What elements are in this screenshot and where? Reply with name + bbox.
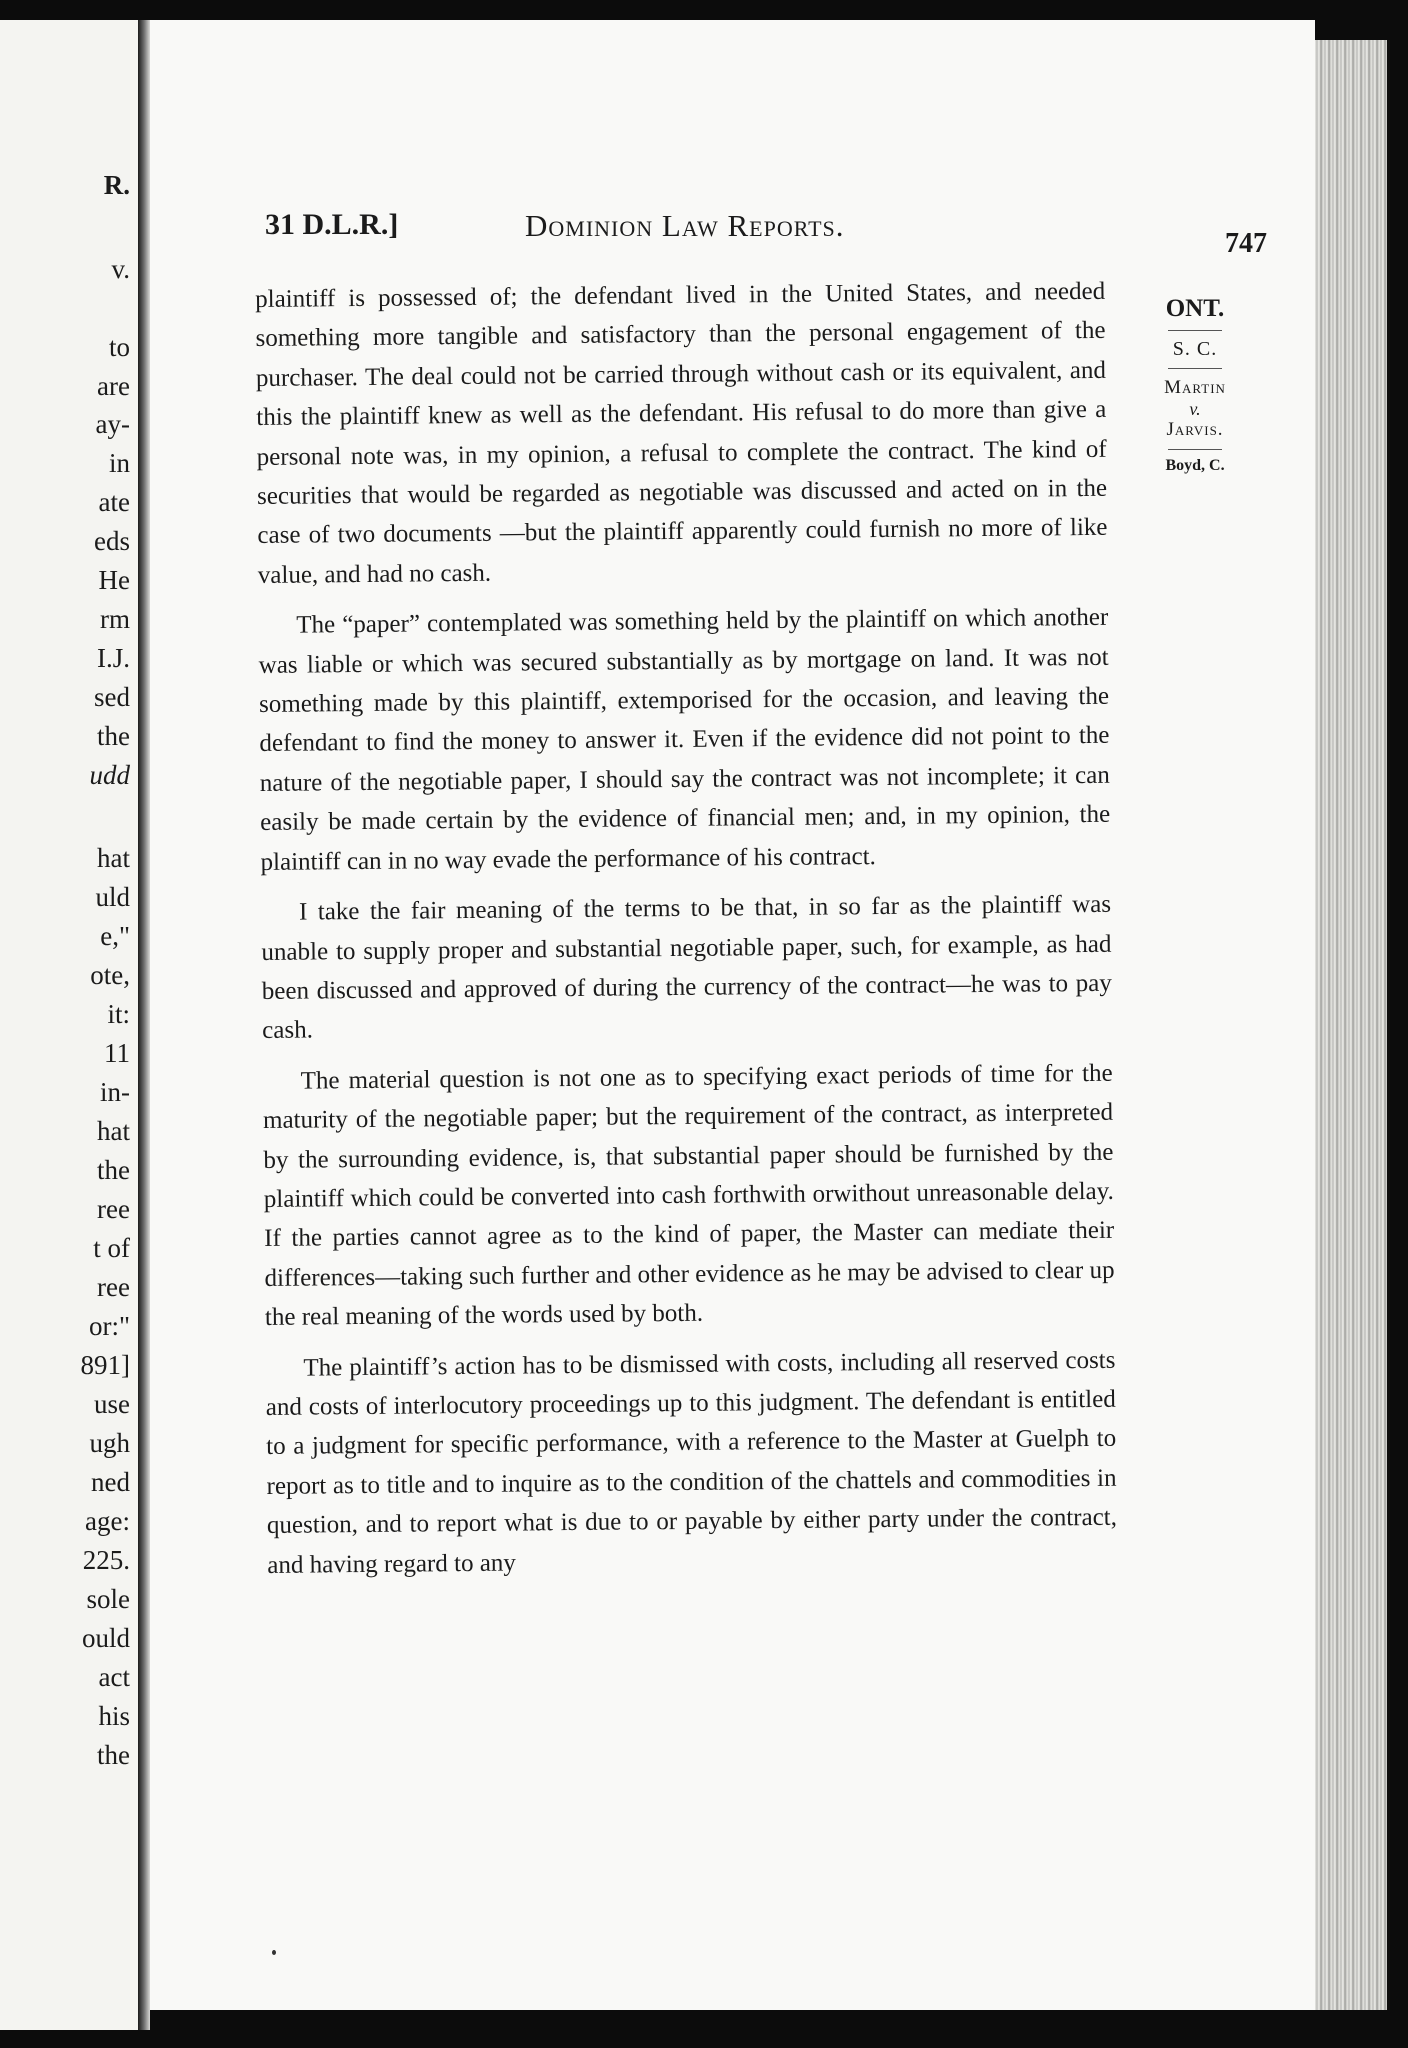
reporter-title: Dominion Law Reports.	[525, 208, 845, 243]
facing-page-line-fragment: ay-	[95, 409, 130, 439]
margin-rule	[1168, 449, 1222, 450]
margin-note	[1140, 295, 1250, 475]
facing-page-line-fragment: 11	[104, 1038, 130, 1068]
facing-page-line-fragment: eds	[94, 526, 130, 556]
facing-page-line-fragment: ree	[97, 1272, 130, 1302]
paragraph: I take the fair meaning of the terms to be that, in so far as the plaintiff was unable to supply proper and substantial negotiable paper, such, for example, as had been discussed and approved of during the currency of the contract—he was to pay cash.	[261, 890, 1112, 1045]
facing-page-line-fragment: ate	[98, 487, 130, 517]
paragraph: plaintiff is possessed of; the defendant lived in the United States, and needed something more tangible and satisfactory than the personal engagement of the purchaser. The deal could not be carried through without cash or its equivalent, and this the plaintiff knew as well as the defendant. His refusal to do more than give a personal note was, in my opinion, a refusal to complete the contract. The kind of securities that would be regarded as negotiable was discussed and acted on in the case of two documents —but the plaintiff apparently could furnish no more of like value, and had no cash.	[255, 277, 1108, 589]
facing-page-line-fragment: hat	[97, 1116, 130, 1146]
facing-page-line-fragment: use	[94, 1389, 130, 1419]
facing-page-line-fragment: 225.	[82, 1545, 130, 1575]
facing-page-line-fragment: ugh	[89, 1428, 130, 1458]
facing-page-line-fragment: his	[98, 1701, 130, 1731]
facing-page-line-fragment: in	[108, 448, 130, 478]
paragraph: The plaintiff’s action has to be dismissed with costs, including all reserved costs and costs of interlocutory proceedings up to this judgment. The defendant is entitled to a judgment for specific performance, with a reference to the Master at Guelph to report as to title and to inquire as to the condition of the chattels and commodities in question, and to report what is due to or payable by either party under the contract, and having regard to any	[265, 1346, 1118, 1579]
facing-page-fragment	[0, 20, 141, 2030]
facing-page-line-fragment: in-	[100, 1077, 130, 1107]
facing-page-line-fragment: sed	[94, 682, 130, 712]
facing-page-line-fragment: it:	[107, 999, 130, 1029]
defendant-name: Jarvis.	[1166, 419, 1224, 440]
margin-rule	[1168, 330, 1222, 331]
facing-page-line-fragment: act	[98, 1662, 130, 1692]
margin-rule	[1168, 368, 1222, 369]
facing-page-line-fragment: ould	[81, 1623, 130, 1653]
facing-page-line-fragment: the	[97, 721, 130, 751]
facing-page-line-fragment: age:	[85, 1506, 130, 1536]
book-gutter	[138, 20, 150, 2030]
versus-label: v.	[1189, 399, 1201, 419]
plaintiff-name: Martin	[1164, 377, 1226, 398]
facing-page-line-fragment: are	[97, 371, 130, 401]
facing-page-line-fragment: uld	[95, 882, 130, 912]
volume-reference: 31 D.L.R.]	[265, 208, 399, 241]
page-number: 747	[1225, 228, 1267, 259]
page-edges	[1315, 40, 1387, 2010]
running-header	[265, 200, 1275, 260]
facing-page-line-fragment: rm	[100, 604, 130, 634]
court-label: S. C.	[1172, 338, 1218, 360]
ink-speck	[272, 1950, 276, 1955]
facing-page-line-fragment: 891]	[80, 1350, 130, 1380]
facing-page-line-fragment: e,"	[100, 921, 130, 951]
facing-page-line-fragment: udd	[89, 760, 130, 790]
facing-page-line-fragment: sole	[86, 1584, 130, 1614]
facing-page-line-fragment: He	[98, 565, 130, 595]
facing-page-line-fragment: ree	[97, 1194, 130, 1224]
facing-page-line-fragment: hat	[97, 843, 130, 873]
facing-page-line-fragment: the	[97, 1155, 130, 1185]
judgment-body	[255, 272, 1118, 1596]
facing-page-line-fragment: ned	[91, 1467, 130, 1497]
facing-page-line-fragment: I.J.	[97, 643, 130, 673]
facing-page-line-fragment: v.	[111, 254, 130, 284]
paragraph: The “paper” contemplated was something held by the plaintiff on which another was liable or which was secured substantially as by mortgage on land. It was not something made by this plaintiff, extemporised for the occasion, and leaving the defendant to find the money to answer it. Even if the evidence did not point to the nature of the negotiable paper, I should say the contract was not incomplete; it can easily be made certain by the evidence of financial men; and, in my opinion, the plaintiff can in no way evade the performance of his contract.	[258, 604, 1111, 876]
facing-page-line-fragment: R.	[103, 170, 130, 200]
judge-label: Boyd, C.	[1165, 457, 1225, 474]
province-label: ONT.	[1165, 295, 1225, 322]
facing-page-line-fragment: ote,	[90, 960, 130, 990]
facing-page-line-fragment: the	[97, 1740, 130, 1770]
facing-page-line-fragment: t of	[93, 1233, 130, 1263]
facing-page-line-fragment: to	[108, 332, 130, 362]
paragraph: The material question is not one as to specifying exact periods of time for the maturity of the negotiable paper; but the requirement of the contract, as interpreted by the surrounding evidence, is, that substantial paper should be furnished by the plaintiff which could be converted into cash forthwith orwithout unreasonable delay. If the parties cannot agree as to the kind of paper, the Master can mediate their differences—taking such further and other evidence as he may be advised to clear up the real meaning of the words used by both.	[262, 1059, 1115, 1332]
facing-page-line-fragment: or:"	[88, 1311, 130, 1341]
